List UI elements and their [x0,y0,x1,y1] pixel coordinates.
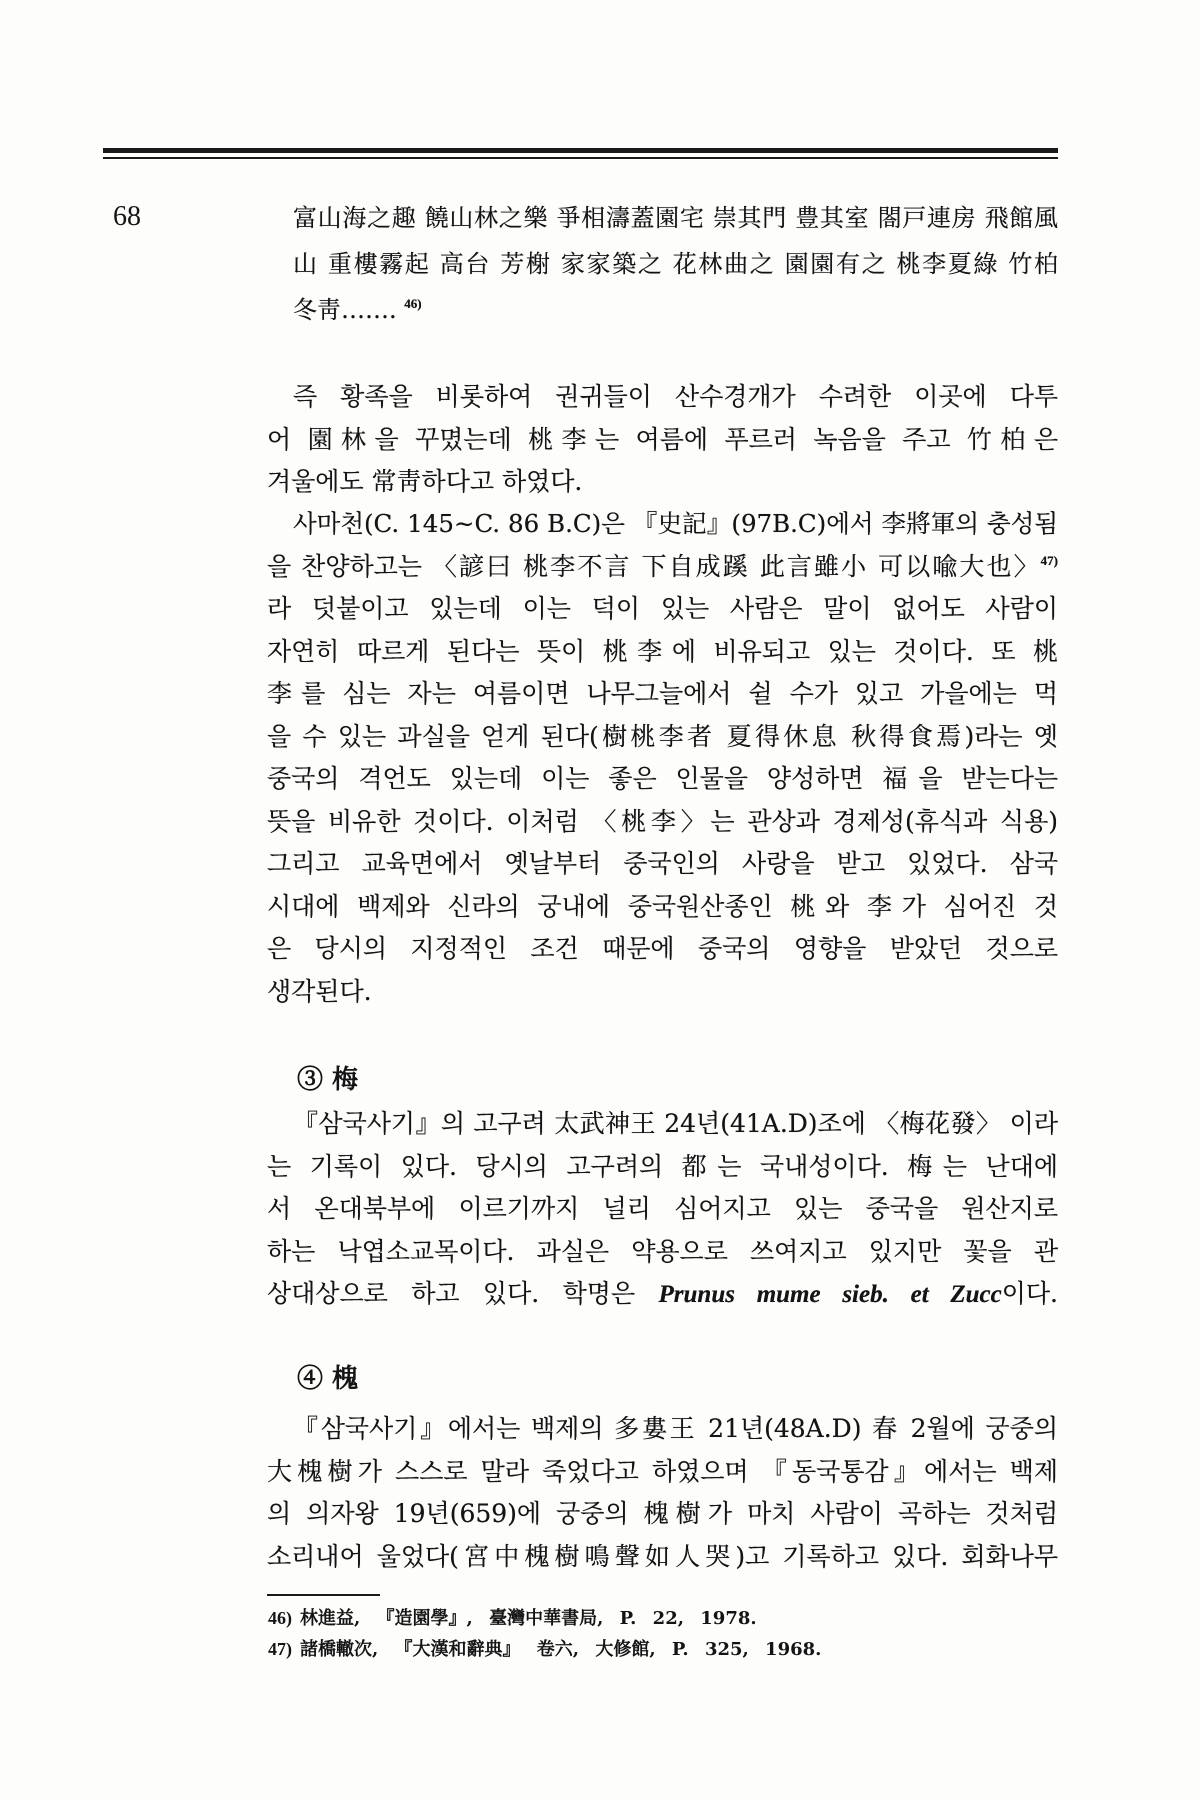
body-line: 즉 황족을 비롯하여 권귀들이 산수경개가 수려한 이곳에 다투 [293,382,1058,411]
section-heading: ③ 梅 [297,1065,359,1095]
page-number: 68 [113,201,141,232]
body-line-text: 을 찬양하고는 〈諺曰 桃李不言 下自成蹊 此言雖小 可以喩大也〉 [267,551,1041,581]
footnote-citation: 林進益, 『造園學』, 臺灣中華書局, P. 22, 1978. [300,1608,757,1629]
body-line: 『삼국사기』에서는 백제의 多婁王 21년(48A.D) 春 2월에 궁중의 [293,1414,1058,1443]
quote-line-text: 冬靑……. [293,296,397,324]
body-line: 하는 낙엽소교목이다. 과실은 약용으로 쓰여지고 있지만 꽃을 관 [267,1236,1058,1266]
paragraph [267,376,1058,504]
quote-line: 山 重樓霧起 高台 芳榭 家家築之 花林曲之 園園有之 桃李夏綠 竹柏 [293,250,1058,278]
header-rule-thick [103,148,1058,153]
footnote [268,1603,1058,1634]
body-line: 자연히 따르게 된다는 뜻이 桃李에 비유되고 있는 것이다. 또 桃 [267,636,1058,666]
body-line-text: 상대상으로 하고 있다. 학명은 [267,1279,659,1308]
body-line: 『삼국사기』의 고구려 太武神王 24년(41A.D)조에 〈梅花發〉 이라 [293,1109,1058,1138]
footnote-ref: 47) [1040,552,1058,568]
body-line: 시대에 백제와 신라의 궁내에 중국원산종인 桃와 李가 심어진 것 [267,891,1058,921]
footnote-ref: 46) [404,296,422,311]
paragraph [267,1408,1058,1578]
body-line: 는 기록이 있다. 당시의 고구려의 都는 국내성이다. 梅는 난대에 [267,1151,1058,1181]
header-rule-thin [103,157,1058,159]
body-line: 은 당시의 지정적인 조건 때문에 중국의 영향을 받았던 것으로 [267,934,1058,963]
body-line: 그리고 교육면에서 옛날부터 중국인의 사랑을 받고 있었다. 삼국 [267,849,1058,878]
body-line: 서 온대북부에 이르기까지 널리 심어지고 있는 중국을 원산지로 [267,1194,1058,1223]
quote-line [293,287,1058,333]
footnote [268,1634,1058,1665]
body-line: 李를 심는 자는 여름이면 나무그늘에서 쉴 수가 있고 가을에는 먹 [267,679,1058,708]
scientific-name: Prunus mume sieb. et Zucc [658,1281,1002,1308]
paragraph [267,1103,1058,1317]
quote-block [293,195,1058,333]
footnote-citation: 諸橋轍次, 『大漢和辭典』 卷六, 大修館, P. 325, 1968. [300,1639,822,1660]
body-line: 소리내어 울었다(宮中槐樹鳴聲如人哭)고 기록하고 있다. 회화나무 [267,1541,1058,1571]
body-line: 어 園林을 꾸몄는데 桃李는 여름에 푸르러 녹음을 주고 竹柏은 [267,424,1058,454]
footnotes [268,1603,1058,1665]
body-line: 중국의 격언도 있는데 이는 좋은 인물을 양성하면 福을 받는다는 [267,764,1058,793]
body-line: 라 덧붙이고 있는데 이는 덕이 있는 사람은 말이 없어도 사람이 [267,594,1058,623]
footnote-number: 46) [268,1608,292,1628]
body-line [267,1273,1058,1317]
footnote-number: 47) [268,1639,292,1659]
paragraph [267,503,1058,1013]
body-line: 생각된다. [267,976,372,1006]
body-line-text: 이다. [1001,1279,1058,1308]
body-line: 뜻을 비유한 것이다. 이처럼 〈桃李〉는 관상과 경제성(휴식과 식용) [267,806,1058,836]
body-line: 大槐樹가 스스로 말라 죽었다고 하였으며 『동국통감』에서는 백제 [267,1456,1058,1486]
body-line: 의 의자왕 19년(659)에 궁중의 槐樹가 마치 사람이 곡하는 것처럼 [267,1499,1058,1528]
body-line: 을 수 있는 과실을 얻게 된다(樹桃李者 夏得休息 秋得食焉)라는 옛 [267,721,1058,751]
quote-line: 富山海之趣 饒山林之樂 爭相濤蓋園宅 崇其門 豊其室 閤戸連房 飛館風 [293,204,1058,232]
section-heading: ④ 槐 [297,1364,359,1394]
body-line: 사마천(C. 145~C. 86 B.C)은 『史記』(97B.C)에서 李將軍의 충성됨 [293,509,1058,538]
body-line [267,546,1058,589]
body-line: 겨울에도 常靑하다고 하였다. [267,467,583,496]
footnote-rule [267,1594,380,1596]
